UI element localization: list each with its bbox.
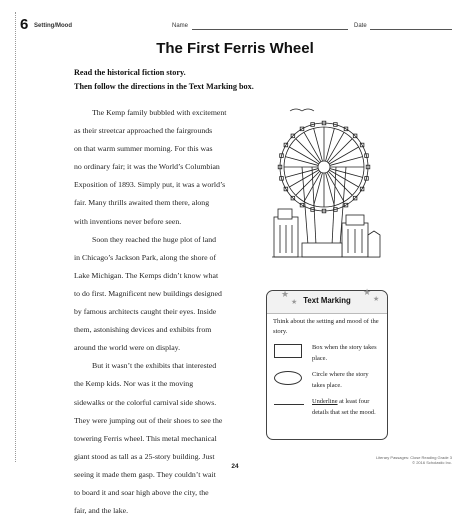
- source-line: Literary Passages: Close Reading Grade 3: [375, 455, 452, 460]
- copyright-line: © 2016 Scholastic Inc.: [412, 460, 452, 465]
- directions: [74, 66, 374, 94]
- text-marking-box: [266, 287, 388, 440]
- underline-symbol-icon: [274, 404, 304, 405]
- underline-instruction: [312, 397, 382, 418]
- story-line: sidewalks or the colorful carnival side shows.: [74, 397, 217, 407]
- story-line: But it wasn’t the exhibits that interested: [92, 361, 217, 371]
- direction-line: Read the historical fiction story.: [74, 68, 186, 77]
- star-icon: ★: [281, 289, 290, 299]
- story-line: towering Ferris wheel. This metal mechanical: [74, 433, 217, 443]
- story-line: by famous architects caught their eyes. Inside: [74, 307, 217, 317]
- story-line: fair, and the lake.: [74, 506, 129, 516]
- story-line: fair. Many thrills awaited them there, along: [74, 198, 210, 208]
- story-line: in Chicago’s Jackson Park, along the shore of: [74, 252, 217, 262]
- lesson-label: Setting/Mood: [34, 23, 72, 29]
- source-credit: [376, 455, 452, 465]
- text-marking-intro: Think about the setting and mood of the story.: [273, 318, 379, 335]
- story-line: The Kemp family bubbled with excitement: [92, 108, 227, 117]
- star-icon: ★: [291, 298, 298, 306]
- box-symbol-icon: [274, 344, 302, 358]
- perforation-dots: [15, 12, 16, 462]
- underline-rest: at least four details that set the mood.: [312, 398, 376, 416]
- story-line: Soon they reached the huge plot of land: [92, 234, 217, 244]
- ferris-wheel-illustration: [272, 105, 382, 275]
- story-line: They were jumping out of their shoes to see the: [74, 415, 223, 425]
- story-line: them, astonishing devices and exhibits from: [74, 325, 212, 335]
- date-label: Date: [354, 23, 367, 29]
- star-icon: ★: [373, 295, 380, 303]
- page-title: The First Ferris Wheel: [156, 40, 314, 57]
- story-line: on that warm summer morning. For this was: [74, 144, 213, 154]
- story-line: as their streetcar approached the fairgrounds: [74, 126, 213, 136]
- page-header: [20, 14, 452, 34]
- story-line: no ordinary fair; it was the World’s Columbian: [74, 162, 220, 172]
- star-icon: ★: [363, 287, 372, 297]
- name-line: [192, 29, 348, 30]
- story-line: giant stood as tall as a 25-story building. Just: [74, 451, 215, 461]
- story-line: seeing it made them gasp. They couldn’t wait: [74, 469, 216, 479]
- story-line: Exposition of 1893. Simply put, it was a world’s: [74, 180, 226, 190]
- name-label: Name: [172, 23, 189, 29]
- text-marking-header: [267, 287, 387, 314]
- story-line: to do first. Magnificent new buildings designed: [74, 288, 222, 298]
- underline-word: Underline: [312, 398, 338, 405]
- direction-line: Then follow the directions in the Text Marking box.: [74, 82, 254, 91]
- page-number: 24: [231, 463, 239, 470]
- buildings-icon: [272, 209, 380, 257]
- box-instruction: Box when the story takes place.: [312, 344, 377, 362]
- story-line: around the world were on display.: [74, 343, 181, 353]
- story-line: the Kemp kids. Nor was it the moving: [74, 379, 194, 389]
- circle-instruction: Circle where the story takes place.: [312, 371, 369, 389]
- circle-symbol-icon: [274, 371, 302, 385]
- date-line: [370, 29, 452, 30]
- story-line: Lake Michigan. The Kemps didn’t know what: [74, 270, 219, 280]
- story-line: to board it and soar high above the city, the: [74, 487, 209, 497]
- lesson-number: 6: [20, 16, 29, 33]
- story-text: [74, 104, 264, 520]
- story-line: with inventions never before seen.: [74, 216, 182, 226]
- text-marking-title: Text Marking: [303, 296, 351, 305]
